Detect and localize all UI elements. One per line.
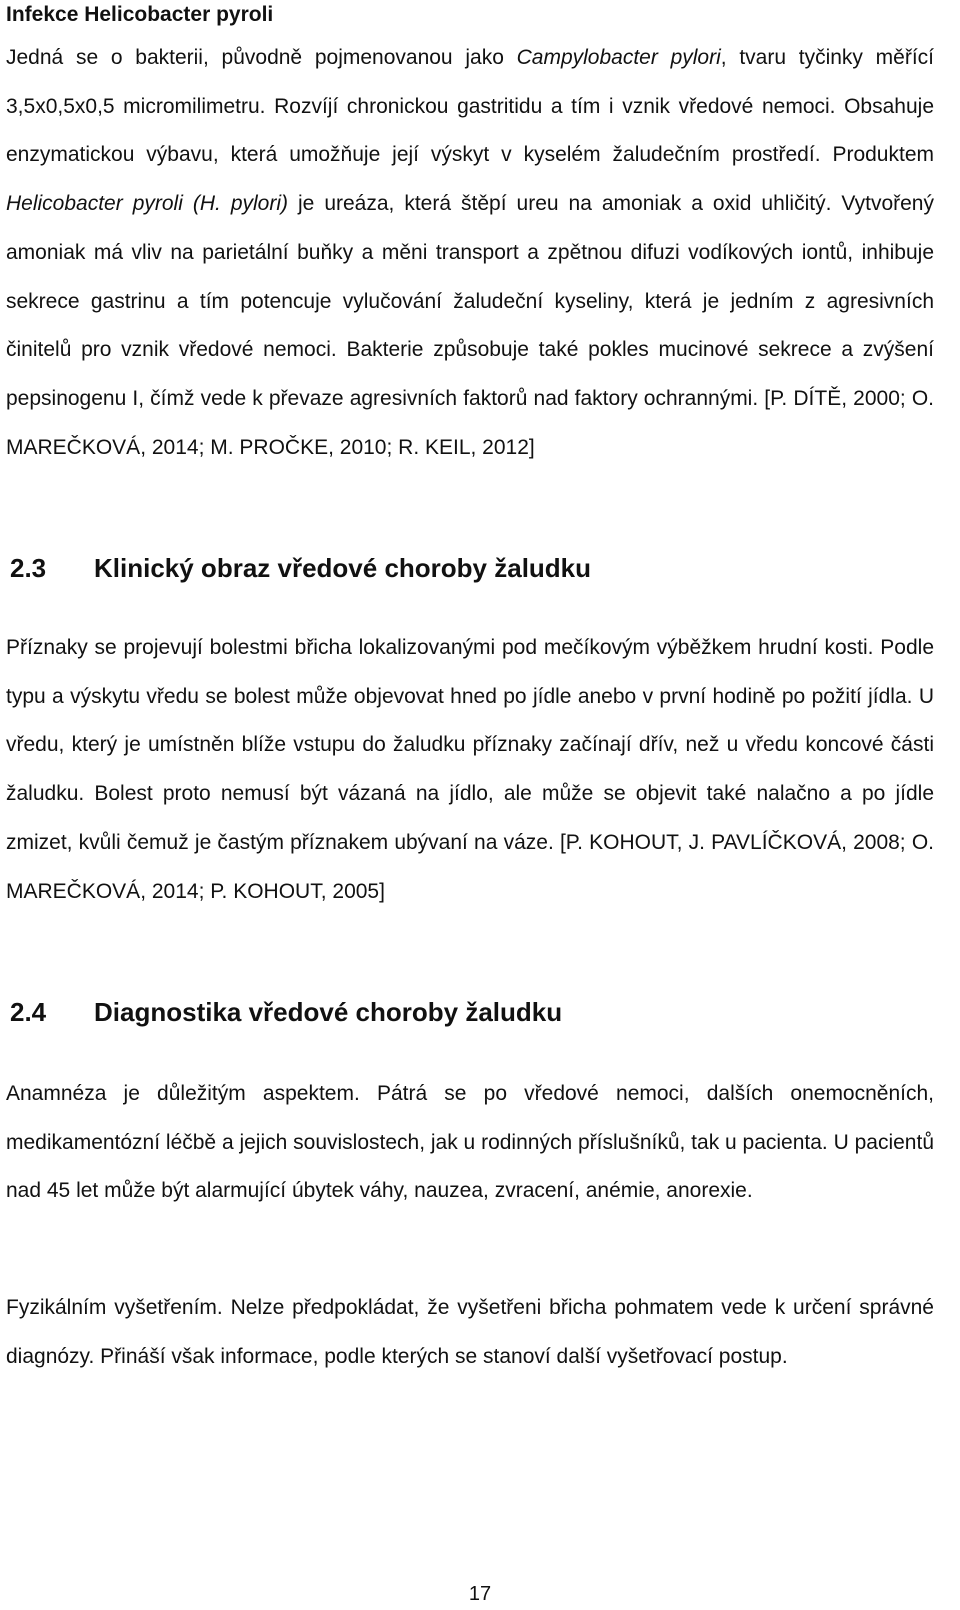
italic-term: Campylobacter pylori: [516, 46, 721, 69]
heading-title: Klinický obraz vředové choroby žaludku: [94, 553, 592, 583]
paragraph-clinical: Příznaky se projevují bolestmi břicha lokalizovanými pod mečíkovým výběžkem hrudní kosti. Podle typu a výskytu vředu se bolest může objevovat hned po jídle anebo v první hodině po požití jídla. U vředu, který je umístněn blíže vstupu do žaludku příznaky začínají dřív, než u vředu koncové části žaludku. Bolest proto nemusí být vázaná na jídlo, ale může se objevit také nalačno a po jídle zmizet, kvůli čemuž je častým příznakem ubývaní na váze. [P. KOHOUT, J. PAVLÍČKOVÁ, 2008; O. MAREČKOVÁ, 2014; P. KOHOUT, 2005]: [6, 636, 934, 903]
paragraph-text: Jedná se o bakterii, původně pojmenovanou jako: [6, 46, 517, 69]
paragraph-physical-exam: Fyzikálním vyšetřením. Nelze předpokládat, že vyšetřeni břicha pohmatem vede k určení správné diagnózy. Přináší však informace, podle kterých se stanoví další vyšetřovací postup.: [6, 1296, 934, 1368]
paragraph-helicobacter: [6, 34, 934, 472]
section-title: Infekce Helicobacter pyroli: [6, 3, 274, 26]
heading-number: 2.3: [10, 553, 47, 583]
italic-term: Helicobacter pyroli (H. pylori): [6, 192, 289, 216]
paragraph-anamnesis: Anamnéza je důležitým aspektem. Pátrá se po vředové nemoci, dalších onemocněních, medikamentózní léčbě a jejich souvislostech, jak u rodinných příslušníků, tak u pacienta. U pacientů nad 45 let může být alarmující úbytek váhy, nauzea, zvracení, anémie, anorexie.: [6, 1082, 934, 1203]
heading-2-3: [10, 551, 591, 585]
page-number: 17: [468, 1583, 492, 1605]
heading-number: 2.4: [10, 997, 47, 1027]
paragraph-text: , tvaru tyčinky měřící 3,5x0,5x0,5 micromilimetru. Rozvíjí chronickou gastritidu a tím i vznik vředové nemoci. Obsahuje enzymatickou výbavu, která umožňuje její výskyt v kyselém žaludečním prostředí. Produktem: [6, 46, 934, 167]
paragraph-text: je ureáza, která štěpí ureu na amoniak a oxid uhličitý. Vytvořený amoniak má vliv na parietální buňky a měni transport a zpětnou difuzi vodíkových iontů, inhibuje sekrece gastrinu a tím potencuje vylučování žaludeční kyseliny, která je jedním z agresivních činitelů pro vznik vředové nemoci. Bakterie způsobuje také pokles mucinové sekrece a zvýšení pepsinogenu I, čímž vede k převaze agresivních faktorů nad faktory ochrannými. [P. DÍTĚ, 2000; O. MAREČKOVÁ, 2014; M. PROČKE, 2010; R. KEIL, 2012]: [6, 192, 934, 459]
heading-2-4: [10, 995, 562, 1029]
heading-title: Diagnostika vředové choroby žaludku: [94, 997, 563, 1027]
